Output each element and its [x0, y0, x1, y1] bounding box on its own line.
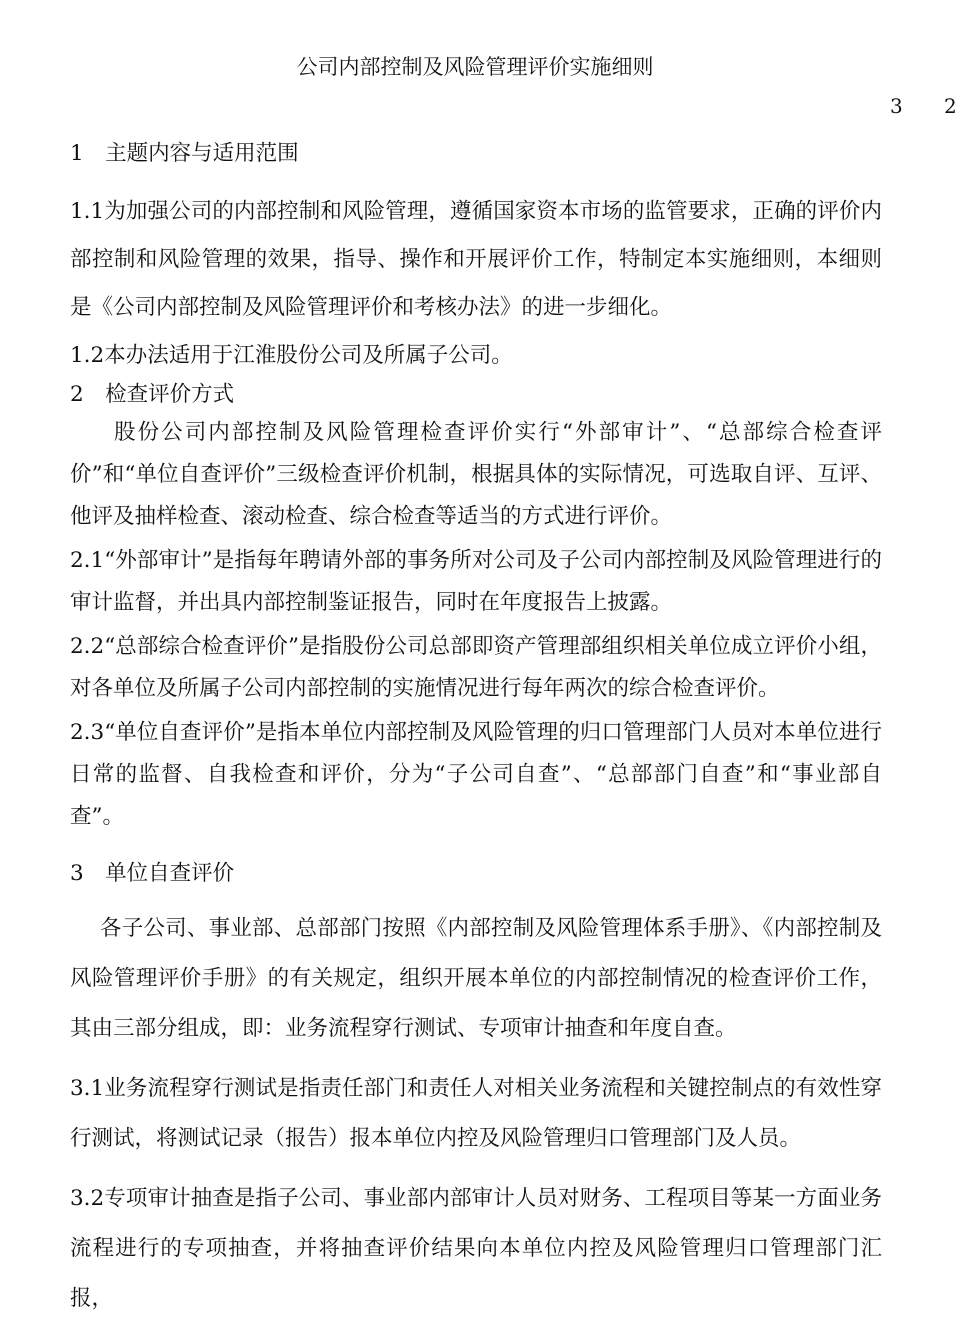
section-3-intro: 各子公司、事业部、总部部门按照《内部控制及风险管理体系手册》、《内部控制及风险管理评价手册》的有关规定，组织开展本单位的内部控制情况的检查评价工作，其由三部分组成，即：业务流程穿行测试、专项审计抽查和年度自查。	[70, 916, 882, 1041]
page-number: 3	[890, 94, 903, 118]
section-3-heading: 3 单位自查评价	[70, 861, 235, 886]
paragraph-2-3: 2.3“单位自查评价”是指本单位内部控制及风险管理的归口管理部门人员对本单位进行日常的监督、自我检查和评价，分为“子公司自查”、“总部部门自查”和“事业部自查”。	[70, 720, 882, 829]
section-1-heading: 1 主题内容与适用范围	[70, 141, 299, 166]
paragraph-2-2: 2.2“总部综合检查评价”是指股份公司总部即资产管理部组织相关单位成立评价小组，对各单位及所属子公司内部控制的实施情况进行每年两次的综合检查评价。	[70, 634, 882, 701]
paragraph-1-2: 1.2本办法适用于江淮股份公司及所属子公司。	[70, 343, 513, 368]
paragraph-2-1: 2.1“外部审计”是指每年聘请外部的事务所对公司及子公司内部控制及风险管理进行的审计监督，并出具内部控制鉴证报告，同时在年度报告上披露。	[70, 548, 882, 615]
page-number-cut: 2	[944, 94, 957, 118]
paragraph-3-1: 3.1业务流程穿行测试是指责任部门和责任人对相关业务流程和关键控制点的有效性穿行测试，将测试记录（报告）报本单位内控及风险管理归口管理部门及人员。	[70, 1076, 882, 1151]
section-2-heading: 2 检查评价方式	[70, 382, 235, 407]
document-title: 公司内部控制及风险管理评价实施细则	[296, 55, 654, 79]
document-body	[70, 130, 882, 1324]
paragraph-1-1: 1.1为加强公司的内部控制和风险管理，遵循国家资本市场的监管要求，正确的评价内部控制和风险管理的效果，指导、操作和开展评价工作，特制定本实施细则，本细则是《公司内部控制及风险管理评价和考核办法》的进一步细化。	[70, 199, 882, 320]
section-2-intro: 股份公司内部控制及风险管理检查评价实行“外部审计”、“总部综合检查评价”和“单位自查评价”三级检查评价机制，根据具体的实际情况，可选取自评、互评、他评及抽样检查、滚动检查、综合检查等适当的方式进行评价。	[70, 420, 882, 529]
paragraph-3-2: 3.2专项审计抽查是指子公司、事业部内部审计人员对财务、工程项目等某一方面业务流程进行的专项抽查，并将抽查评价结果向本单位内控及风险管理归口管理部门汇报，	[70, 1186, 882, 1311]
